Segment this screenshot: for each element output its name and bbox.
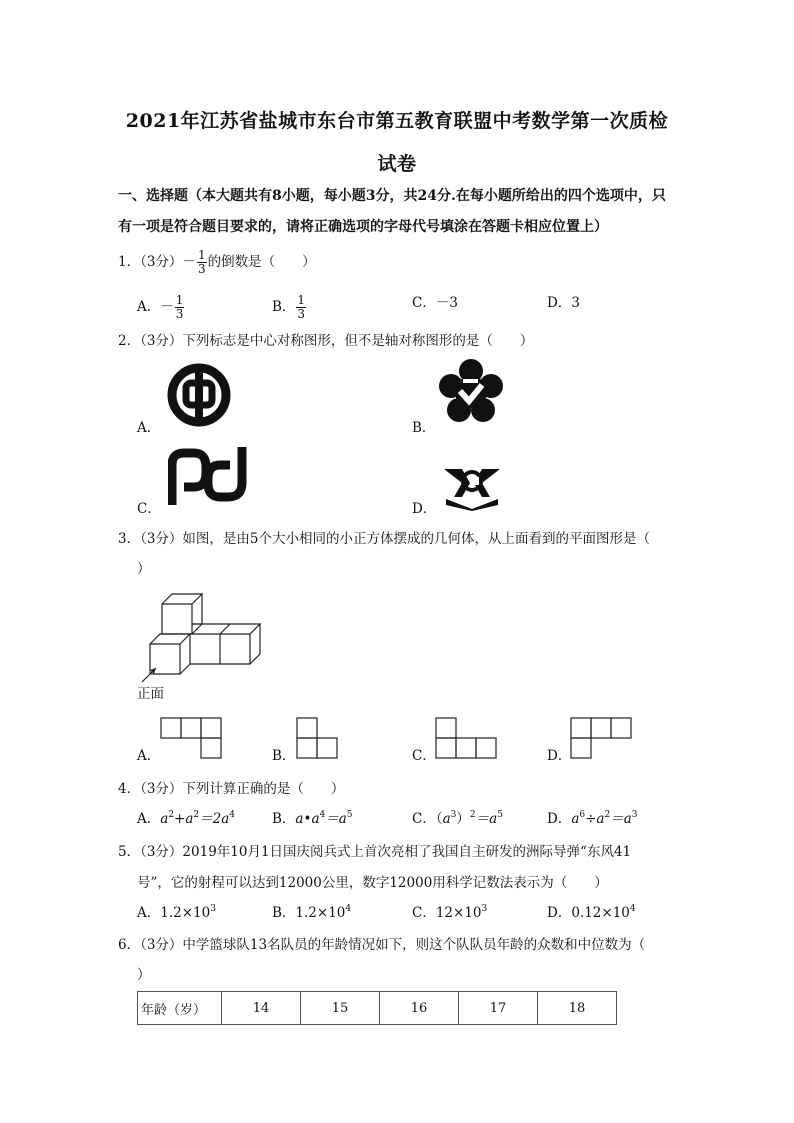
- q2-option-c-label[interactable]: C．: [137, 501, 161, 517]
- section-header-line1: 一、选择题（本大题共有8小题，每小题3分，共24分.在每小题所给出的四个选项中，只: [118, 188, 666, 204]
- q3-option-c-figure: [435, 717, 497, 759]
- q5-option-d[interactable]: D．$0.12\times 10^4$: [547, 904, 636, 921]
- bank-of-china-logo-icon: [164, 361, 234, 429]
- table-row: [138, 992, 617, 1025]
- table-cell: 16: [380, 992, 459, 1025]
- q2-option-a-label[interactable]: A．: [137, 420, 161, 436]
- exam-title-line2: 试卷: [377, 153, 417, 175]
- front-view-label: 正面: [137, 686, 164, 702]
- q4-option-a[interactable]: A．$a^2+a^2=2a^4$: [137, 810, 236, 827]
- table-header-cell: 年龄（岁）: [138, 992, 222, 1025]
- q2-option-d-label[interactable]: D．: [412, 501, 437, 517]
- q3-option-d-label[interactable]: D．: [547, 748, 572, 764]
- q3-option-b-figure: [296, 717, 338, 759]
- q5-option-a[interactable]: A．$1.2\times 10^3$: [137, 904, 216, 921]
- q1-fraction: $\frac{1}{3}$: [197, 248, 206, 276]
- q4-option-b[interactable]: B．$a•a^4=a^5$: [272, 810, 353, 827]
- q2-stem: 2．（3分）下列标志是中心对称图形，但不是轴对称图形的是（ ）: [118, 333, 534, 349]
- q1-option-c[interactable]: C．－3: [412, 295, 458, 311]
- q1-option-b[interactable]: B． $\frac{1}{3}$: [272, 293, 306, 321]
- pd-bank-logo-icon: [168, 443, 248, 509]
- q1-option-d[interactable]: D．3: [547, 295, 580, 311]
- q6-stem-line1: 6．（3分）中学篮球队13名队员的年龄情况如下，则这个队队员年龄的众数和中位数为（: [118, 937, 646, 953]
- section-header-line2: 有一项是符合题目要求的，请将正确选项的字母代号填涂在答题卡相应位置上）: [118, 219, 608, 235]
- q1-stem: 1．（3分）－ $\frac{1}{3}$ 的倒数是（ ）: [118, 248, 316, 276]
- q3-option-a-label[interactable]: A．: [137, 748, 161, 764]
- table-cell: 15: [301, 992, 380, 1025]
- table-cell: 18: [538, 992, 617, 1025]
- q5-option-c[interactable]: C．$12\times 10^3$: [412, 904, 488, 921]
- q4-option-c[interactable]: C．$(a^3)^2=a^5$: [412, 810, 503, 827]
- q5-option-b[interactable]: B．$1.2\times 10^4$: [272, 904, 352, 921]
- q3-stem-line1: 3．（3分）如图，是由5个大小相同的小正方体摆成的几何体，从上面看到的平面图形是（: [118, 531, 651, 547]
- exam-title-line1: 2021年江苏省盐城市东台市第五教育联盟中考数学第一次质检: [125, 110, 669, 132]
- flower-bank-logo-icon: [438, 359, 504, 425]
- q5-stem-line1: 5．（3分）2019年10月1日国庆阅兵式上首次亮相了我国自主研发的洲际导弹“东风41: [118, 844, 632, 860]
- q3-stem-line2: ）: [137, 561, 151, 577]
- table-cell: 14: [222, 992, 301, 1025]
- q5-stem-line2: 号”，它的射程可以达到12000公里，数字12000用科学记数法表示为（ ）: [137, 875, 608, 891]
- q4-stem: 4．（3分）下列计算正确的是（ ）: [118, 781, 345, 797]
- agricultural-bank-logo-icon: [440, 463, 504, 511]
- q3-option-d-figure: [570, 717, 632, 759]
- cube-solid-figure: [130, 588, 270, 688]
- q2-option-b-label[interactable]: B．: [412, 420, 436, 436]
- q3-option-c-label[interactable]: C．: [412, 748, 436, 764]
- q4-option-d[interactable]: D．$a^6\div a^2=a^3$: [547, 810, 638, 827]
- q6-stem-line2: ）: [137, 967, 151, 983]
- q3-option-a-figure: [160, 717, 222, 759]
- age-table: [137, 991, 617, 1025]
- q3-option-b-label[interactable]: B．: [272, 748, 296, 764]
- q1-option-a[interactable]: A．－ $\frac{1}{3}$: [137, 293, 184, 321]
- table-cell: 17: [459, 992, 538, 1025]
